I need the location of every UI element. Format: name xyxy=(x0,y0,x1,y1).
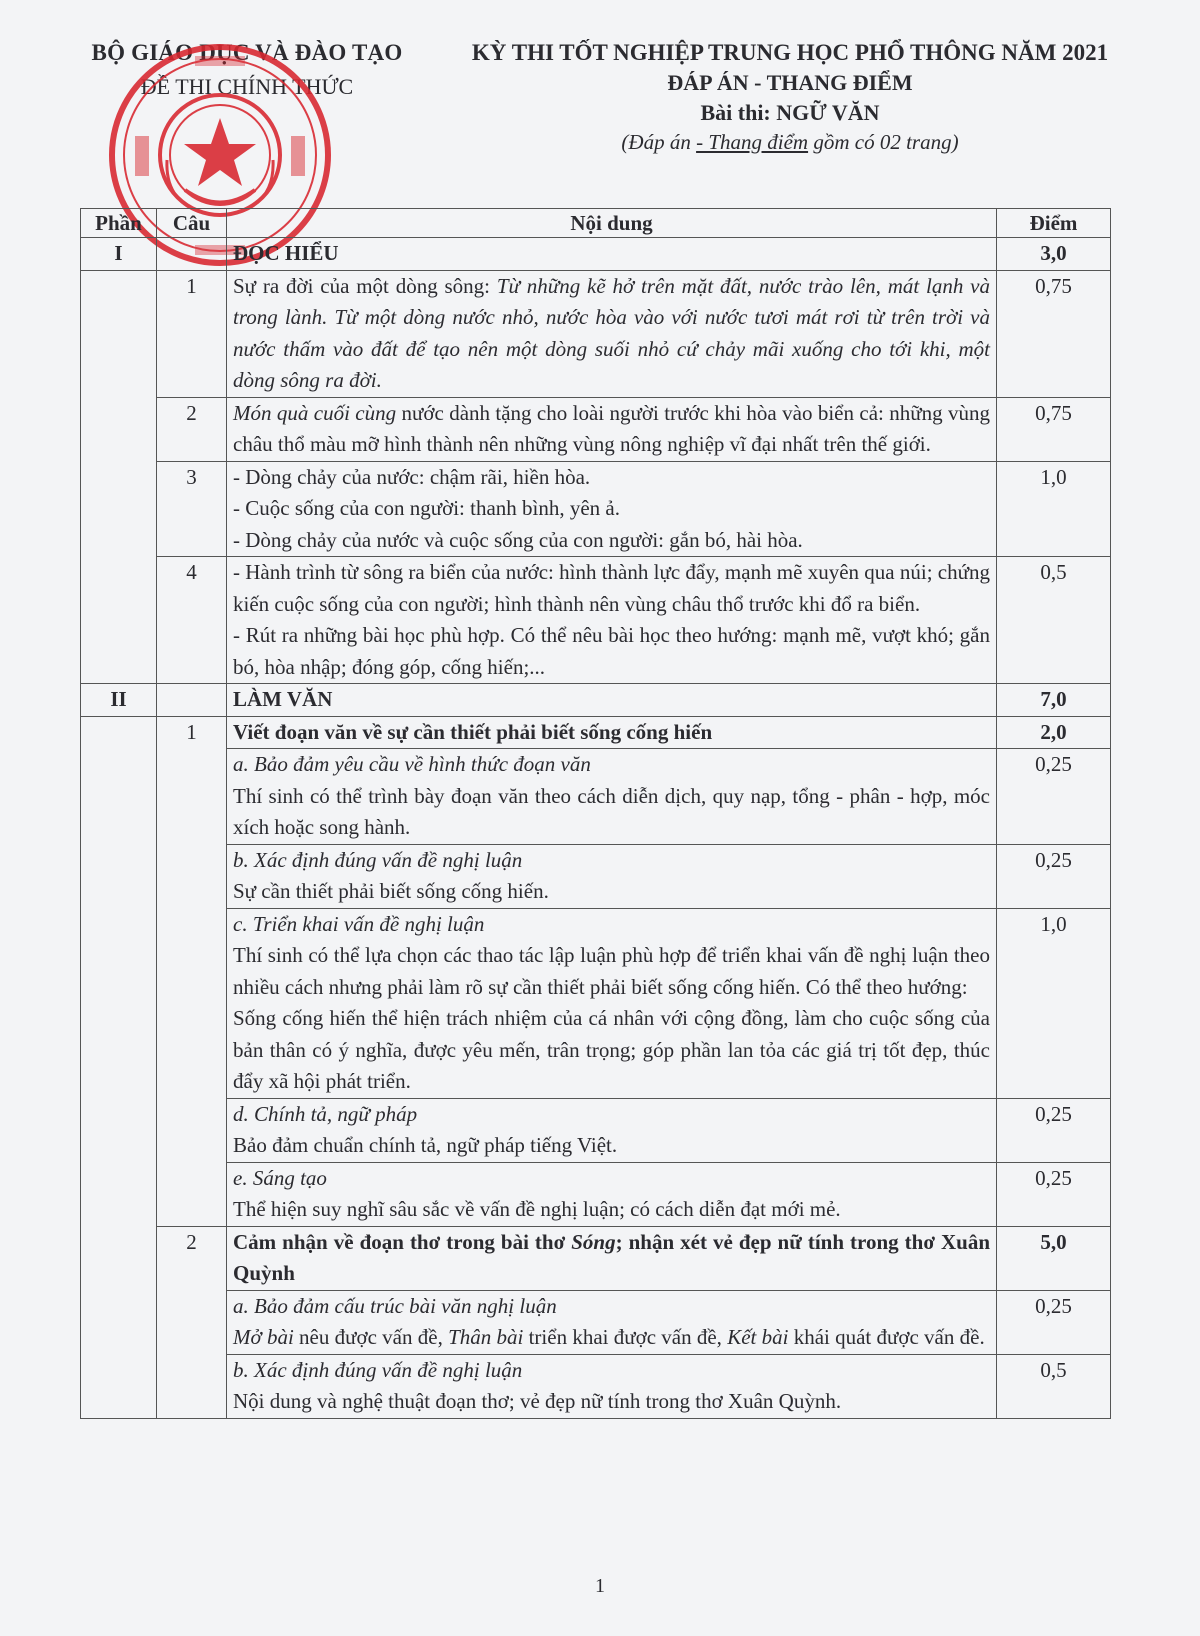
question-score: 5,0 xyxy=(997,1226,1111,1290)
criterion-content: c. Triển khai vấn đề nghị luận Thí sinh có thể lựa chọn các thao tác lập luận phù hợp để triển khai vấn đề nghị luận theo nhiều cách nhưng phải làm rõ sự cần thiết phải biết sống cống hiến. Có thể theo hướng: Sống cống hiến thể hiện trách nhiệm của cá nhân với cộng đồng, làm cho cuộc sống của bản thân có ý nghĩa, được yêu mến, trân trọng; góp phần lan tỏa các giá trị tốt đẹp, thúc đẩy xã hội phát triển. xyxy=(227,908,997,1098)
table-row xyxy=(81,557,1111,684)
part-score: 7,0 xyxy=(997,684,1111,717)
subject-title: Bài thi: NGỮ VĂN xyxy=(700,100,880,125)
answer-score: 1,0 xyxy=(997,461,1111,557)
header-part: Phần xyxy=(81,209,157,238)
ministry-name: BỘ GIÁO DỤC VÀ ĐÀO TẠO xyxy=(91,40,403,65)
header-right xyxy=(420,40,1160,155)
table-row xyxy=(81,461,1111,557)
criterion-score: 1,0 xyxy=(997,908,1111,1098)
part-title: ĐỌC HIỂU xyxy=(227,238,997,271)
criterion-content: b. Xác định đúng vấn đề nghị luận Nội dung và nghệ thuật đoạn thơ; vẻ đẹp nữ tính trong thơ Xuân Quỳnh. xyxy=(227,1354,997,1418)
table-row xyxy=(81,397,1111,461)
criterion-score: 0,25 xyxy=(997,844,1111,908)
criterion-content: d. Chính tả, ngữ pháp Bảo đảm chuẩn chính tả, ngữ pháp tiếng Việt. xyxy=(227,1098,997,1162)
question-score: 2,0 xyxy=(997,716,1111,749)
answer-content: - Dòng chảy của nước: chậm rãi, hiền hòa. - Cuộc sống của con người: thanh bình, yên ả. - Dòng chảy của nước và cuộc sống của con người: gắn bó, hài hòa. xyxy=(227,461,997,557)
header-score: Điểm xyxy=(997,209,1111,238)
criterion-score: 0,25 xyxy=(997,749,1111,845)
page-number: 1 xyxy=(595,1575,605,1597)
part-number: I xyxy=(81,238,157,271)
part-title: LÀM VĂN xyxy=(227,684,997,717)
table-row xyxy=(81,1354,1111,1418)
answer-content: Món quà cuối cùng nước dành tặng cho loài người trước khi hòa vào biển cả: những vùng châu thổ màu mỡ hình thành nên những vùng nông nghiệp vĩ đại nhất trên thế giới. xyxy=(227,397,997,461)
answer-score: 0,5 xyxy=(997,557,1111,684)
table-row xyxy=(81,270,1111,397)
question-number: 2 xyxy=(157,1226,227,1418)
table-row xyxy=(81,1162,1111,1226)
table-header-row xyxy=(81,209,1111,238)
page-count-note: (Đáp án - Thang điểm gồm có 02 trang) xyxy=(621,130,959,154)
answer-score: 0,75 xyxy=(997,270,1111,397)
question-number: 1 xyxy=(157,716,227,1226)
table-row xyxy=(81,844,1111,908)
table-row xyxy=(81,716,1111,749)
table-row xyxy=(81,238,1111,271)
criterion-content: b. Xác định đúng vấn đề nghị luận Sự cần thiết phải biết sống cống hiến. xyxy=(227,844,997,908)
table-row xyxy=(81,1098,1111,1162)
part-score: 3,0 xyxy=(997,238,1111,271)
part-number: II xyxy=(81,684,157,717)
question-number: 3 xyxy=(157,461,227,557)
criterion-content: a. Bảo đảm cấu trúc bài văn nghị luận Mở bài nêu được vấn đề, Thân bài triển khai được vấn đề, Kết bài khái quát được vấn đề. xyxy=(227,1290,997,1354)
criterion-score: 0,25 xyxy=(997,1098,1111,1162)
header-content: Nội dung xyxy=(227,209,997,238)
table-row xyxy=(81,1290,1111,1354)
question-number: 2 xyxy=(157,397,227,461)
answer-table xyxy=(80,208,1111,1419)
header-question: Câu xyxy=(157,209,227,238)
table-row xyxy=(81,684,1111,717)
exam-title: KỲ THI TỐT NGHIỆP TRUNG HỌC PHỔ THÔNG NĂM 2021 xyxy=(471,40,1109,65)
table-row xyxy=(81,749,1111,845)
question-title: Cảm nhận về đoạn thơ trong bài thơ Sóng; nhận xét vẻ đẹp nữ tính trong thơ Xuân Quỳnh xyxy=(227,1226,997,1290)
official-exam-label: ĐỀ THI CHÍNH THỨC xyxy=(140,74,354,99)
answer-key-title: ĐÁP ÁN - THANG ĐIỂM xyxy=(667,70,913,95)
answer-content: - Hành trình từ sông ra biển của nước: hình thành lực đẩy, mạnh mẽ xuyên qua núi; chứng kiến cuộc sống của con người; hình thành nên vùng châu thổ trước khi đổ ra biển. - Rút ra những bài học phù hợp. Có thể nêu bài học theo hướng: mạnh mẽ, vượt khó; gắn bó, hòa nhập; đóng góp, cống hiến;... xyxy=(227,557,997,684)
question-title: Viết đoạn văn về sự cần thiết phải biết sống cống hiến xyxy=(227,716,997,749)
table-row xyxy=(81,908,1111,1098)
question-number: 1 xyxy=(157,270,227,397)
answer-content: Sự ra đời của một dòng sông: Từ những kẽ hở trên mặt đất, nước trào lên, mát lạnh và trong lành. Từ một dòng nước nhỏ, nước hòa vào với nước tươi mát rơi từ trên trời và nước thấm vào đất để tạo nên một dòng suối nhỏ cứ chảy mãi xuống cho tới khi, một dòng sông ra đời. xyxy=(227,270,997,397)
criterion-score: 0,5 xyxy=(997,1354,1111,1418)
criterion-score: 0,25 xyxy=(997,1290,1111,1354)
table-row xyxy=(81,1226,1111,1290)
answer-score: 0,75 xyxy=(997,397,1111,461)
criterion-content: e. Sáng tạo Thể hiện suy nghĩ sâu sắc về vấn đề nghị luận; có cách diễn đạt mới mẻ. xyxy=(227,1162,997,1226)
criterion-score: 0,25 xyxy=(997,1162,1111,1226)
criterion-content: a. Bảo đảm yêu cầu về hình thức đoạn văn Thí sinh có thể trình bày đoạn văn theo cách diễn dịch, quy nạp, tổng - phân - hợp, móc xích hoặc song hành. xyxy=(227,749,997,845)
question-number: 4 xyxy=(157,557,227,684)
